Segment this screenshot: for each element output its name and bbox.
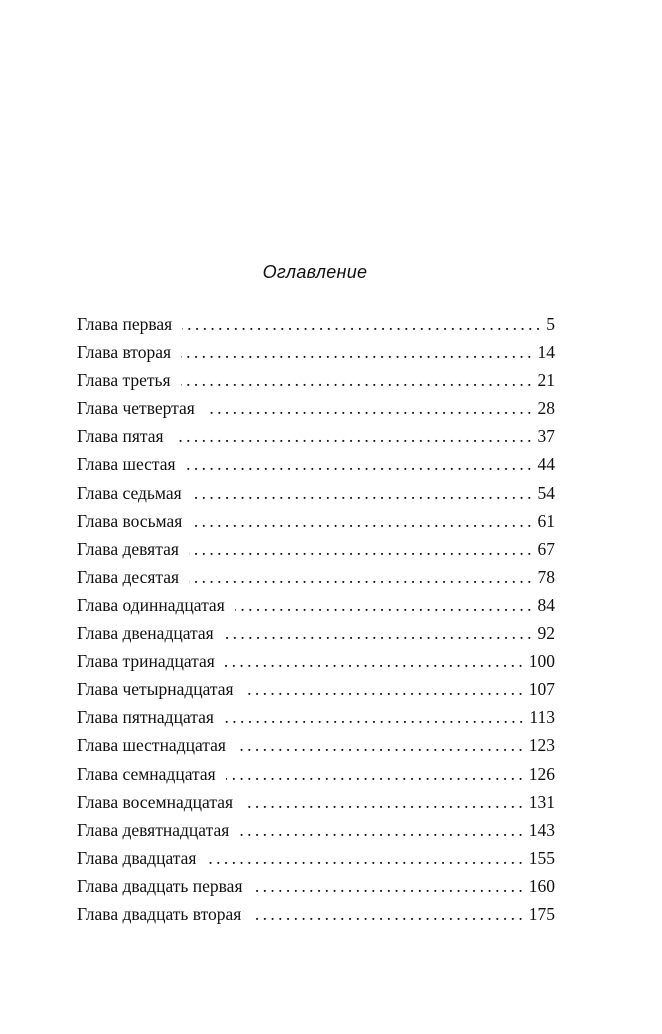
toc-entry xyxy=(77,422,555,450)
toc-entry xyxy=(77,816,555,844)
toc-entry-page: 54 xyxy=(537,482,555,503)
toc-entry-page: 5 xyxy=(546,314,555,334)
toc-leader-dots xyxy=(225,647,523,675)
toc-leader-dots xyxy=(253,872,523,900)
toc-entry xyxy=(77,563,555,591)
toc-entry xyxy=(77,338,555,366)
toc-entry xyxy=(77,844,555,872)
toc-entry-label: Глава восемнадцатая xyxy=(77,791,234,812)
toc-leader-dots xyxy=(224,619,532,647)
toc-entry-page: 67 xyxy=(537,538,555,559)
toc-entry xyxy=(77,619,555,647)
toc-entry xyxy=(77,366,555,394)
toc-leader-dots xyxy=(226,760,523,788)
toc-entry-label: Глава восьмая xyxy=(77,510,183,531)
toc-leader-dots xyxy=(186,450,532,478)
toc-entry-label: Глава семнадцатая xyxy=(77,763,216,784)
toc-entry-label: Глава шестая xyxy=(77,454,176,475)
toc-entry-label: Глава десятая xyxy=(77,566,180,587)
toc-entry xyxy=(77,310,555,338)
toc-entry-page: 175 xyxy=(528,903,555,924)
toc-entry xyxy=(77,675,555,703)
toc-entry-page: 143 xyxy=(528,819,555,840)
toc-entry-label: Глава двадцать вторая xyxy=(77,903,242,924)
toc-entry-label: Глава первая xyxy=(77,314,173,334)
toc-entry xyxy=(77,647,555,675)
toc-entry-page: 14 xyxy=(537,342,555,363)
toc-entry-label: Глава двадцать первая xyxy=(77,875,243,896)
toc-entry-label: Глава двенадцатая xyxy=(77,623,214,644)
toc-entry-page: 44 xyxy=(537,454,555,475)
toc-entry xyxy=(77,450,555,478)
toc-entry-page: 61 xyxy=(537,510,555,531)
toc-entry-page: 37 xyxy=(537,426,555,447)
toc-entry-page: 28 xyxy=(537,398,555,419)
toc-entry-label: Глава пятнадцатая xyxy=(77,707,214,728)
toc-leader-dots xyxy=(239,816,522,844)
toc-leader-dots xyxy=(206,844,522,872)
toc-entry-page: 155 xyxy=(528,847,555,868)
toc-entry-page: 107 xyxy=(528,679,555,700)
toc-leader-dots xyxy=(244,675,523,703)
toc-entry-label: Глава шестнадцатая xyxy=(77,735,226,756)
toc-entry xyxy=(77,507,555,535)
toc-entry xyxy=(77,703,555,731)
toc-entry xyxy=(77,731,555,759)
toc-leader-dots xyxy=(189,535,532,563)
toc-leader-dots xyxy=(181,366,532,394)
toc-entry-page: 78 xyxy=(537,566,555,587)
toc-entry xyxy=(77,788,555,816)
toc-entry-label: Глава двадцатая xyxy=(77,847,197,868)
toc-entry-label: Глава четвертая xyxy=(77,398,195,419)
toc-leader-dots xyxy=(181,338,531,366)
toc-leader-dots xyxy=(182,310,540,338)
toc-entry-page: 160 xyxy=(528,875,555,896)
toc-leader-dots xyxy=(189,563,531,591)
toc-entry-label: Глава одиннадцатая xyxy=(77,594,225,615)
toc-leader-dots xyxy=(192,479,532,507)
toc-leader-dots xyxy=(235,591,532,619)
toc-leader-dots xyxy=(236,731,523,759)
toc-entry-page: 131 xyxy=(528,791,555,812)
toc-entry-label: Глава тринадцатая xyxy=(77,651,215,672)
toc-entry-page: 92 xyxy=(537,623,555,644)
toc-leader-dots xyxy=(174,422,532,450)
toc-leader-dots xyxy=(224,703,523,731)
toc-entry-label: Глава девятнадцатая xyxy=(77,819,230,840)
toc-entry-page: 84 xyxy=(537,594,555,615)
toc-entry-page: 123 xyxy=(528,735,555,756)
toc-entry xyxy=(77,479,555,507)
toc-entry-page: 100 xyxy=(528,651,555,672)
toc-entry-page: 126 xyxy=(528,763,555,784)
toc-entry xyxy=(77,760,555,788)
toc-entry-label: Глава девятая xyxy=(77,538,179,559)
toc-list xyxy=(77,310,555,928)
toc-entry xyxy=(77,872,555,900)
toc-entry-page: 113 xyxy=(529,707,555,728)
toc-entry-page: 21 xyxy=(537,370,555,391)
toc-title: Оглавление xyxy=(262,262,368,282)
toc-leader-dots xyxy=(205,394,532,422)
toc-entry xyxy=(77,535,555,563)
toc-entry-label: Глава седьмая xyxy=(77,482,182,503)
toc-leader-dots xyxy=(251,900,522,928)
toc-entry xyxy=(77,591,555,619)
toc-entry-label: Глава третья xyxy=(77,370,171,391)
toc-entry xyxy=(77,900,555,928)
toc-leader-dots xyxy=(243,788,523,816)
toc-leader-dots xyxy=(192,507,531,535)
toc-entry xyxy=(77,394,555,422)
toc-entry-label: Глава пятая xyxy=(77,426,164,447)
toc-entry-label: Глава четырнадцатая xyxy=(77,679,234,700)
toc-entry-label: Глава вторая xyxy=(77,342,172,363)
